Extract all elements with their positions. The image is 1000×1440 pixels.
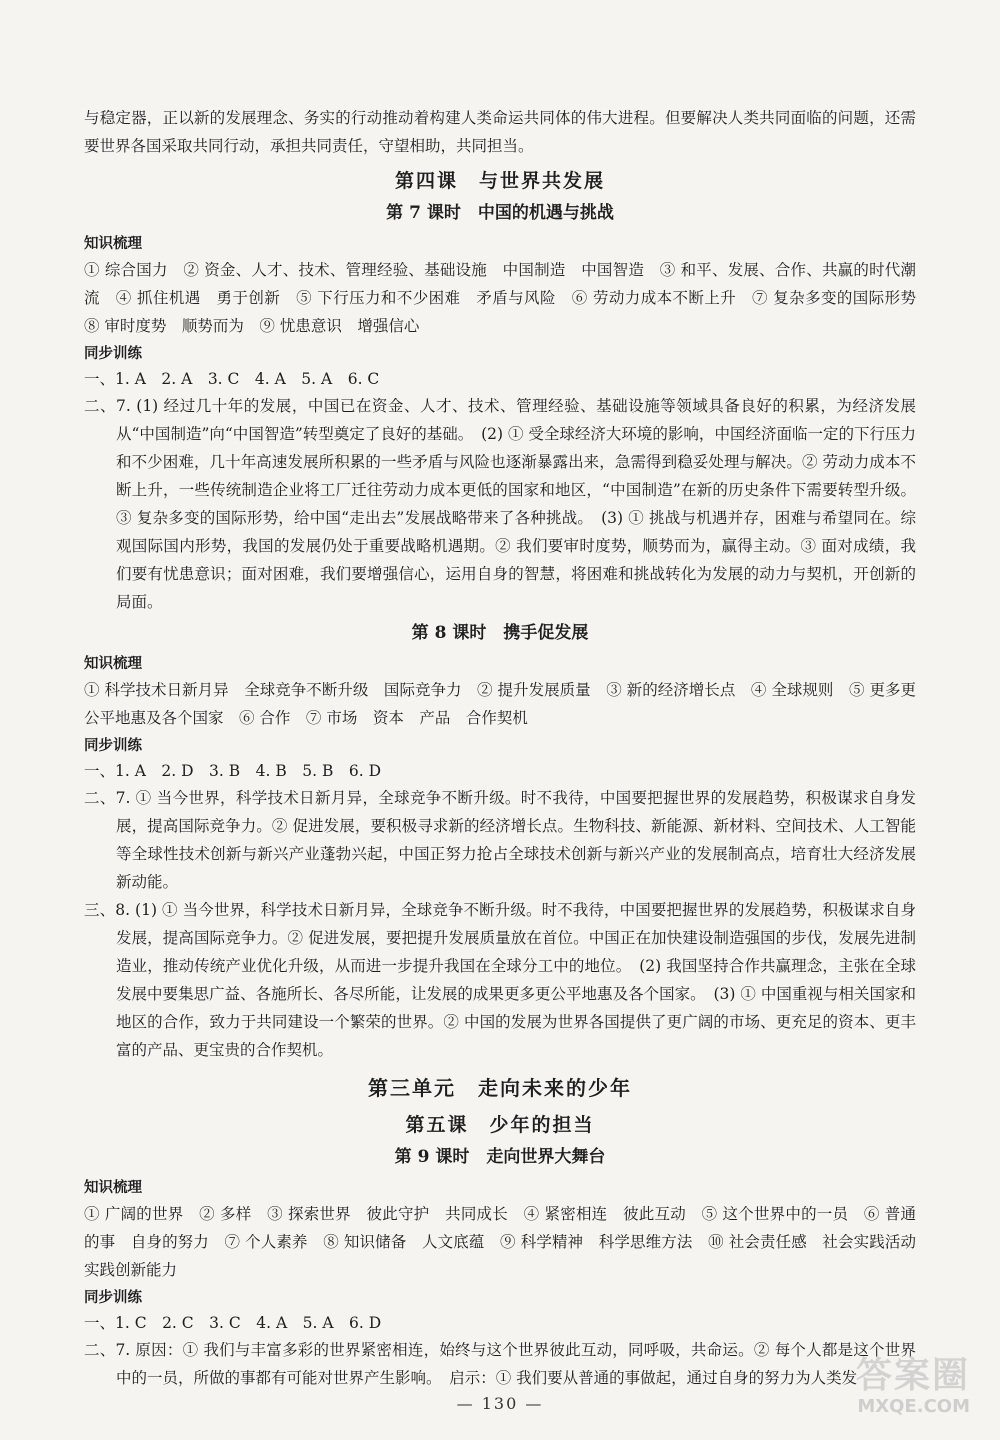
- knowledge-label: 知识梳理: [84, 1180, 142, 1196]
- question-7-answer: 二、7. 原因：① 我们与丰富多彩的世界紧密相连，始终与这个世界彼此互动，同呼吸，共命运。② 每个人都是这个世界中的一员，所做的事都有可能对世界产生影响。 启示：① 我们要从普通的事做起，通过自身的努力为人类发: [84, 1341, 916, 1387]
- watermark-logo: [780, 1356, 970, 1426]
- practice-label: 同步训练: [84, 738, 142, 754]
- choice-answers: 一、1. A 2. A 3. C 4. A 5. A 6. C: [84, 370, 380, 388]
- lesson-4-title: 第四课 与世界共发展: [394, 170, 605, 192]
- knowledge-summary: ① 广阔的世界 ② 多样 ③ 探索世界 彼此守护 共同成长 ④ 紧密相连 彼此互动 ⑤ 这个世界中的一员 ⑥ 普通的事 自身的努力 ⑦ 个人素养 ⑧ 知识储备 人文底蕴 ⑨ 科学精神 科学思维方法 ⑩ 社会责任感 社会实践活动 实践创新能力: [84, 1205, 932, 1279]
- question-7-answer: 二、7. ① 当今世界，科学技术日新月异，全球竞争不断升级。时不我待，中国要把握世界的发展趋势，积极谋求自身发展，提高国际竞争力。② 促进发展，要积极寻求新的经济增长点。生物科技、新能源、新材料、空间技术、人工智能等全球性技术创新与新兴产业蓬勃兴起，中国正努力抢占全球技术创新与新兴产业的发展制高点，培育壮大经济发展新动能。: [84, 789, 916, 891]
- lesson-5-title: 第五课 少年的担当: [405, 1114, 595, 1136]
- choice-answers: 一、1. C 2. C 3. C 4. A 5. A 6. D: [84, 1314, 382, 1332]
- period-7-title: 第 7 课时 中国的机遇与挑战: [386, 203, 614, 223]
- knowledge-label: 知识梳理: [84, 656, 142, 672]
- question-7-answer: 二、7. (1) 经过几十年的发展，中国已在资金、人才、技术、管理经验、基础设施等领域具备良好的积累，为经济发展从“中国制造”向“中国智造”转型奠定了良好的基础。 (2) ① 受全球经济大环境的影响，中国经济面临一定的下行压力和不少困难，几十年高速发展所积累的一些矛盾与风险也逐渐暴露出来，急需得到稳妥处理与解决。② 劳动力成本不断上升，一些传统制造企业将工厂迁往劳动力成本更低的国家和地区，“中国制造”在新的历史条件下需要转型升级。③ 复杂多变的国际形势，给中国“走出去”发展战略带来了各种挑战。 (3) ① 挑战与机遇并存，困难与希望同在。综观国际国内形势，我国的发展仍处于重要战略机遇期。② 我们要审时度势，顺势而为，赢得主动。③ 面对成绩，我们要有忧患意识；面对困难，我们要增强信心，运用自身的智慧，将困难和挑战转化为发展的动力与契机，开创新的局面。: [84, 397, 916, 611]
- knowledge-summary: ① 综合国力 ② 资金、人才、技术、管理经验、基础设施 中国制造 中国智造 ③ 和平、发展、合作、共赢的时代潮流 ④ 抓住机遇 勇于创新 ⑤ 下行压力和不少困难 矛盾与风险 ⑥ 劳动力成本不断上升 ⑦ 复杂多变的国际形势 ⑧ 审时度势 顺势而为 ⑨ 忧患意识 增强信心: [84, 261, 932, 335]
- choice-answers: 一、1. A 2. D 3. B 4. B 5. B 6. D: [84, 762, 382, 780]
- question-8-answer: 三、8. (1) ① 当今世界，科学技术日新月异，全球竞争不断升级。时不我待，中国要把握世界的发展趋势，积极谋求自身发展，提高国际竞争力。② 促进发展，要把提升发展质量放在首位。中国正在加快建设制造强国的步伐，发展先进制造业，推动传统产业优化升级，从而进一步提升我国在全球分工中的地位。 (2) 我国坚持合作共赢理念，主张在全球发展中要集思广益、各施所长、各尽所能，让发展的成果更多更公平地惠及各个国家。 (3) ① 中国重视与相关国家和地区的合作，致力于共同建设一个繁荣的世界。② 中国的发展为世界各国提供了更广阔的市场、更充足的资本、更丰富的产品、更宝贵的合作契机。: [84, 901, 916, 1059]
- page-number: — 130 —: [456, 1394, 544, 1413]
- knowledge-label: 知识梳理: [84, 236, 142, 252]
- practice-label: 同步训练: [84, 346, 142, 362]
- period-8-title: 第 8 课时 携手促发展: [411, 623, 589, 643]
- period-9-title: 第 9 课时 走向世界大舞台: [394, 1147, 606, 1167]
- knowledge-summary: ① 科学技术日新月异 全球竞争不断升级 国际竞争力 ② 提升发展质量 ③ 新的经济增长点 ④ 全球规则 ⑤ 更多更公平地惠及各个国家 ⑥ 合作 ⑦ 市场 资本 产品 合作契机: [84, 681, 916, 727]
- watermark-logo-text: 答案圈: [855, 1355, 970, 1396]
- intro-paragraph: 与稳定器，正以新的发展理念、务实的行动推动着构建人类命运共同体的伟大进程。但要解决人类共同面临的问题，还需要世界各国采取共同行动，承担共同责任，守望相助，共同担当。: [84, 109, 916, 155]
- unit-3-title: 第三单元 走向未来的少年: [368, 1076, 632, 1100]
- watermark-site-text: MXQE.COM: [857, 1396, 970, 1417]
- practice-label: 同步训练: [84, 1290, 142, 1306]
